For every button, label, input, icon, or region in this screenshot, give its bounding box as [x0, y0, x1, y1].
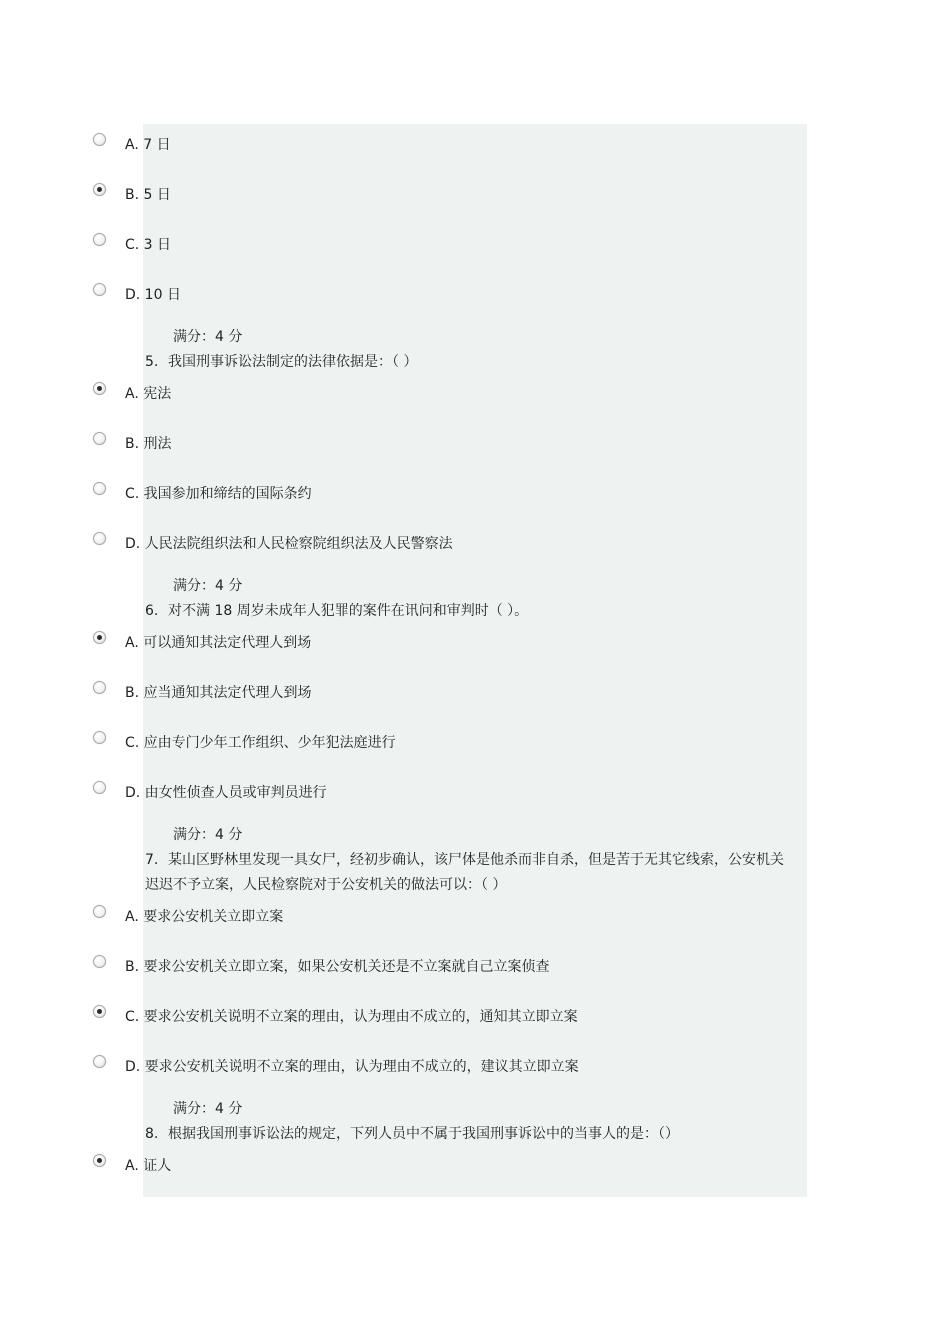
score-label: 满分：4 分 — [173, 578, 243, 594]
answer-option[interactable] — [0, 384, 950, 408]
answer-option[interactable] — [0, 733, 950, 757]
option-label: A. 证人 — [125, 1158, 172, 1174]
option-label: B. 要求公安机关立即立案，如果公安机关还是不立案就自己立案侦查 — [125, 959, 550, 975]
option-label: D. 人民法院组织法和人民检察院组织法及人民警察法 — [125, 536, 453, 552]
answer-option[interactable] — [0, 633, 950, 657]
radio-checked-icon[interactable] — [93, 1154, 106, 1167]
radio-unchecked-icon[interactable] — [93, 432, 106, 445]
option-label: A. 可以通知其法定代理人到场 — [125, 635, 312, 651]
answer-option[interactable] — [0, 957, 950, 981]
score-label: 满分：4 分 — [173, 827, 243, 843]
option-label: D. 由女性侦查人员或审判员进行 — [125, 785, 327, 801]
option-label: A. 要求公安机关立即立案 — [125, 909, 284, 925]
radio-unchecked-icon[interactable] — [93, 133, 106, 146]
radio-unchecked-icon[interactable] — [93, 781, 106, 794]
option-label: A. 宪法 — [125, 386, 172, 402]
option-label: C. 我国参加和缔结的国际条约 — [125, 486, 312, 502]
question-number: 7. — [145, 852, 159, 868]
answer-option[interactable] — [0, 683, 950, 707]
radio-unchecked-icon[interactable] — [93, 532, 106, 545]
question-text — [145, 599, 785, 624]
question-text — [145, 1122, 785, 1147]
option-label: C. 3 日 — [125, 237, 172, 253]
answer-option[interactable] — [0, 185, 950, 209]
option-label: D. 要求公安机关说明不立案的理由，认为理由不成立的，建议其立即立案 — [125, 1059, 579, 1075]
radio-checked-icon[interactable] — [93, 382, 106, 395]
answer-option[interactable] — [0, 235, 950, 259]
question-body: 根据我国刑事诉讼法的规定，下列人员中不属于我国刑事诉讼中的当事人的是：（） — [168, 1126, 679, 1142]
radio-unchecked-icon[interactable] — [93, 955, 106, 968]
radio-unchecked-icon[interactable] — [93, 283, 106, 296]
radio-unchecked-icon[interactable] — [93, 681, 106, 694]
option-label: C. 要求公安机关说明不立案的理由，认为理由不成立的，通知其立即立案 — [125, 1009, 578, 1025]
option-label: B. 5 日 — [125, 187, 171, 203]
radio-checked-icon[interactable] — [93, 183, 106, 196]
answer-option[interactable] — [0, 285, 950, 309]
answer-option[interactable] — [0, 783, 950, 807]
question-number: 8. — [145, 1126, 159, 1142]
question-text — [145, 848, 785, 898]
answer-option[interactable] — [0, 1156, 950, 1180]
answer-option[interactable] — [0, 434, 950, 458]
option-label: C. 应由专门少年工作组织、少年犯法庭进行 — [125, 735, 396, 751]
answer-option[interactable] — [0, 1007, 950, 1031]
score-label: 满分：4 分 — [173, 1101, 243, 1117]
question-body: 我国刑事诉讼法制定的法律依据是：（ ） — [168, 354, 418, 370]
radio-checked-icon[interactable] — [93, 1005, 106, 1018]
radio-unchecked-icon[interactable] — [93, 233, 106, 246]
radio-unchecked-icon[interactable] — [93, 482, 106, 495]
question-body: 某山区野林里发现一具女尸，经初步确认，该尸体是他杀而非自杀，但是苦于无其它线索，公安机关迟迟不予立案，人民检察院对于公安机关的做法可以：（ ） — [145, 852, 784, 893]
answer-option[interactable] — [0, 534, 950, 558]
option-label: A. 7 日 — [125, 137, 171, 153]
answer-option[interactable] — [0, 907, 950, 931]
question-text — [145, 350, 785, 375]
radio-unchecked-icon[interactable] — [93, 731, 106, 744]
radio-checked-icon[interactable] — [93, 631, 106, 644]
answer-option[interactable] — [0, 484, 950, 508]
score-label: 满分：4 分 — [173, 329, 243, 345]
question-number: 5. — [145, 354, 159, 370]
option-label: D. 10 日 — [125, 287, 181, 303]
question-body: 对不满 18 周岁未成年人犯罪的案件在讯问和审判时（ ）。 — [168, 603, 529, 619]
answer-option[interactable] — [0, 1057, 950, 1081]
option-label: B. 刑法 — [125, 436, 172, 452]
option-label: B. 应当通知其法定代理人到场 — [125, 685, 312, 701]
question-number: 6. — [145, 603, 159, 619]
radio-unchecked-icon[interactable] — [93, 905, 106, 918]
answer-option[interactable] — [0, 135, 950, 159]
radio-unchecked-icon[interactable] — [93, 1055, 106, 1068]
